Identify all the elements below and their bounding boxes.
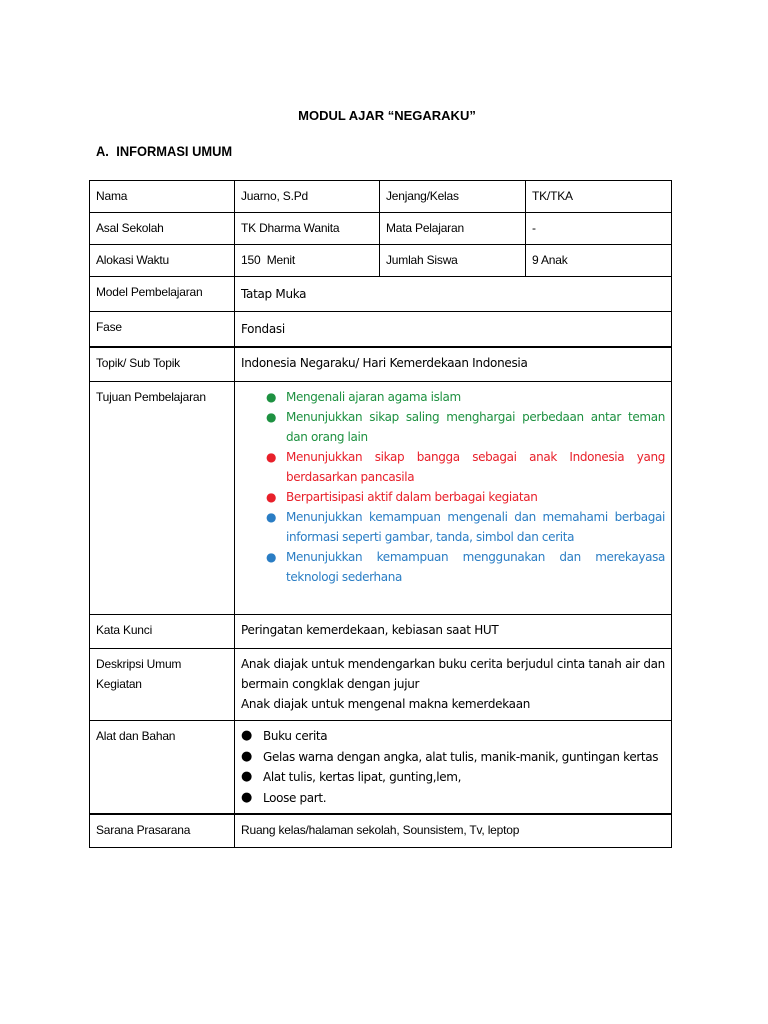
value-sarana: Ruang kelas/halaman sekolah, Sounsistem, Tv, leptop <box>235 814 672 848</box>
list-item <box>241 747 665 768</box>
bullet-icon: ● <box>241 769 252 784</box>
bullet-icon: ● <box>266 390 277 404</box>
bullet-icon: ● <box>266 510 277 524</box>
list-item <box>241 407 665 447</box>
bullet-icon: ● <box>266 550 277 564</box>
info-table <box>89 180 672 848</box>
bullet-icon: ● <box>266 450 277 464</box>
label-nama: Nama <box>90 181 235 213</box>
table-row <box>90 615 672 649</box>
table-row <box>90 382 672 615</box>
table-row <box>90 245 672 277</box>
label-sarana: Sarana Prasarana <box>90 814 235 848</box>
value-jumlah-siswa: 9 Anak <box>526 245 672 277</box>
goal-text: Menunjukkan kemampuan mengenali dan memahami berbagai informasi seperti gambar, tanda, simbol dan cerita <box>286 510 665 544</box>
list-item <box>241 726 665 747</box>
value-fase: Fondasi <box>235 312 672 347</box>
list-item <box>241 507 665 547</box>
label-alokasi-waktu: Alokasi Waktu <box>90 245 235 277</box>
label-jenjang-kelas: Jenjang/Kelas <box>380 181 526 213</box>
goal-text: Menunjukkan sikap bangga sebagai anak Indonesia yang berdasarkan pancasila <box>286 450 665 484</box>
label-asal-sekolah: Asal Sekolah <box>90 213 235 245</box>
list-item <box>241 767 665 788</box>
bullet-icon: ● <box>241 728 252 743</box>
bullet-icon: ● <box>241 789 252 805</box>
table-row <box>90 213 672 245</box>
list-item <box>241 788 665 809</box>
value-mata-pelajaran: - <box>526 213 672 245</box>
value-nama: Juarno, S.Pd <box>235 181 380 213</box>
label-topik: Topik/ Sub Topik <box>90 347 235 382</box>
value-topik: Indonesia Negaraku/ Hari Kemerdekaan Indonesia <box>235 347 672 382</box>
goal-text: Berpartisipasi aktif dalam berbagai kegiatan <box>286 490 538 504</box>
bullet-icon: ● <box>266 410 277 424</box>
label-fase: Fase <box>90 312 235 347</box>
section-heading <box>96 143 232 159</box>
list-item <box>241 487 665 507</box>
table-row <box>90 277 672 312</box>
tool-text: Alat tulis, kertas lipat, gunting,lem, <box>263 770 462 784</box>
list-item <box>241 547 665 587</box>
document-title: MODUL AJAR “NEGARAKU” <box>298 108 476 123</box>
tool-text: Loose part. <box>263 790 327 805</box>
label-kata-kunci: Kata Kunci <box>90 615 235 649</box>
label-jumlah-siswa: Jumlah Siswa <box>380 245 526 277</box>
deskripsi-paragraph-1: Anak diajak untuk mendengarkan buku cerita berjudul cinta tanah air dan bermain congklak dengan jujur <box>241 657 665 691</box>
value-model-pembelajaran: Tatap Muka <box>235 277 672 312</box>
label-mata-pelajaran: Mata Pelajaran <box>380 213 526 245</box>
label-alat-bahan: Alat dan Bahan <box>90 721 235 814</box>
deskripsi-paragraph-2: Anak diajak untuk mengenal makna kemerdekaan <box>241 697 531 711</box>
value-alat-bahan <box>235 721 672 814</box>
list-item <box>241 387 665 407</box>
table-row <box>90 721 672 814</box>
value-deskripsi <box>235 649 672 721</box>
table-row <box>90 312 672 347</box>
value-jenjang-kelas: TK/TKA <box>526 181 672 213</box>
bullet-icon: ● <box>241 748 252 764</box>
table-row <box>90 347 672 382</box>
label-deskripsi: Deskripsi Umum Kegiatan <box>90 649 235 721</box>
tool-text: Buku cerita <box>263 729 328 743</box>
label-model-pembelajaran: Model Pembelajaran <box>90 277 235 312</box>
bullet-icon: ● <box>266 490 277 504</box>
goal-text: Menunjukkan kemampuan menggunakan dan merekayasa teknologi sederhana <box>286 550 665 584</box>
value-alokasi-waktu: 150 Menit <box>235 245 380 277</box>
tool-text: Gelas warna dengan angka, alat tulis, manik-manik, guntingan kertas <box>263 749 659 764</box>
goal-text: Menunjukkan sikap saling menghargai perbedaan antar teman dan orang lain <box>286 410 665 444</box>
section-title: INFORMASI UMUM <box>116 143 233 159</box>
label-tujuan-pembelajaran: Tujuan Pembelajaran <box>90 382 235 615</box>
value-kata-kunci: Peringatan kemerdekaan, kebiasan saat HUT <box>235 615 672 649</box>
table-row <box>90 814 672 848</box>
value-tujuan-pembelajaran <box>235 382 672 615</box>
tools-list <box>241 721 665 808</box>
table-row <box>90 181 672 213</box>
goal-text: Mengenali ajaran agama islam <box>286 390 461 404</box>
table-row <box>90 649 672 721</box>
value-asal-sekolah: TK Dharma Wanita <box>235 213 380 245</box>
goals-list <box>241 382 665 587</box>
list-item <box>241 447 665 487</box>
section-number: A. <box>96 143 109 159</box>
